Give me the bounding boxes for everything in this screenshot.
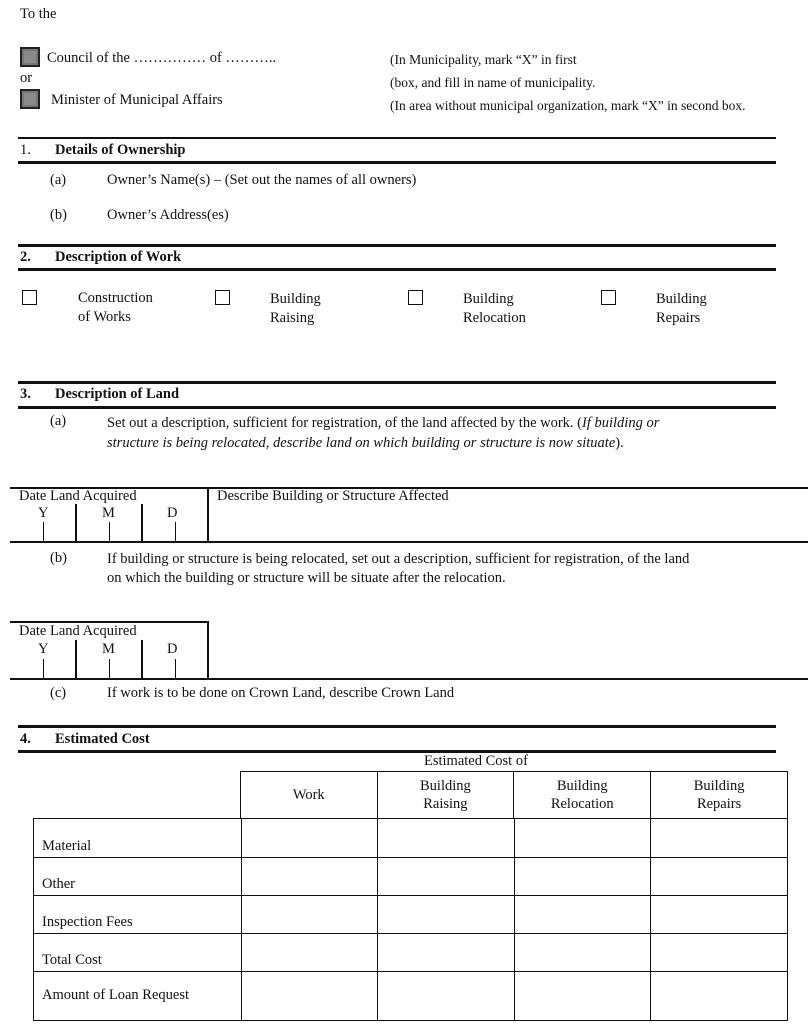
to-the-label: To the: [20, 6, 57, 22]
owner-name-label: Owner’s Name(s) – (Set out the names of all owners): [107, 172, 417, 188]
column-header-building-relocation: [514, 772, 651, 819]
total-relocation-cell[interactable]: [514, 934, 651, 972]
text-line-2: on which the building or structure will be situate after the relocation.: [107, 570, 506, 586]
section-3-title: Description of Land: [55, 386, 180, 402]
option-line-1: Building: [270, 291, 321, 307]
date-land-acquired-input[interactable]: [10, 489, 207, 540]
row-label-total-cost: Total Cost: [34, 934, 242, 972]
table-row: [34, 934, 788, 972]
cost-table: [33, 818, 788, 1021]
table-row: [34, 896, 788, 934]
inspection-relocation-cell[interactable]: [514, 896, 651, 934]
owner-address-marker: (b): [50, 207, 67, 223]
construction-of-works-label: [78, 289, 153, 327]
total-raising-cell[interactable]: [378, 934, 515, 972]
loan-work-cell[interactable]: [241, 972, 378, 1021]
construction-of-works-checkbox[interactable]: [22, 290, 37, 305]
column-header-text: Repairs: [696, 796, 742, 812]
table-row: [34, 972, 788, 1021]
column-header-work: [241, 772, 378, 819]
building-repairs-checkbox[interactable]: [601, 290, 616, 305]
date-land-acquired-label: Date Land Acquired: [19, 488, 137, 504]
option-line-2: Relocation: [463, 310, 526, 326]
total-work-cell[interactable]: [241, 934, 378, 972]
column-header-building-raising: [377, 772, 514, 819]
row-label-other: Other: [34, 858, 242, 896]
minister-checkbox[interactable]: [20, 89, 40, 109]
section-2-title: Description of Work: [55, 249, 182, 265]
material-raising-cell[interactable]: [378, 819, 515, 858]
owner-name-marker: (a): [50, 172, 67, 188]
land-desc-b-marker: (b): [50, 550, 67, 566]
divider: [18, 137, 776, 139]
instruction-line-1: (In Municipality, mark “X” in first: [390, 52, 577, 67]
land-desc-c-text: If work is to be done on Crown Land, describe Crown Land: [107, 685, 455, 701]
date-year-label: Y: [38, 641, 49, 657]
estimated-cost-of-header: Estimated Cost of: [424, 753, 528, 769]
text-line-1: If building or structure is being relocated, set out a description, sufficient for registration, of the land: [107, 551, 690, 567]
column-header-building-repairs: [651, 772, 788, 819]
other-repairs-cell[interactable]: [651, 858, 788, 896]
section-2-number: 2.: [20, 249, 31, 265]
material-relocation-cell[interactable]: [514, 819, 651, 858]
date-land-acquired-label: Date Land Acquired: [19, 623, 137, 639]
land-desc-c-marker: (c): [50, 685, 67, 701]
column-header-text: Building: [556, 778, 608, 794]
inspection-repairs-cell[interactable]: [651, 896, 788, 934]
or-label: or: [20, 70, 33, 86]
divider: [18, 725, 776, 728]
option-line-2: Raising: [270, 310, 315, 326]
section-1-number: 1.: [20, 142, 31, 158]
text-normal: ).: [615, 435, 624, 451]
divider: [18, 406, 776, 409]
cost-table-header: [240, 771, 788, 819]
table-border-bottom: [10, 541, 808, 543]
section-1-title: Details of Ownership: [55, 142, 186, 158]
date-land-acquired-input-2[interactable]: [10, 623, 207, 677]
section-3-number: 3.: [20, 386, 31, 402]
loan-repairs-cell[interactable]: [651, 972, 788, 1021]
land-desc-a-text: [107, 413, 659, 453]
text-italic: If building or: [582, 415, 660, 431]
row-label-material: Material: [34, 819, 242, 858]
table-border-bottom: [10, 678, 808, 680]
row-label-inspection-fees: Inspection Fees: [34, 896, 242, 934]
instruction-line-3: (In area without municipal organization, mark “X” in second box.: [390, 98, 746, 113]
building-relocation-label: [463, 290, 526, 328]
table-row: [34, 819, 788, 858]
other-relocation-cell[interactable]: [514, 858, 651, 896]
council-option-label: Council of the …………… of ………..: [47, 50, 277, 66]
material-work-cell[interactable]: [241, 819, 378, 858]
loan-relocation-cell[interactable]: [514, 972, 651, 1021]
total-repairs-cell[interactable]: [651, 934, 788, 972]
date-day-label: D: [167, 641, 178, 657]
inspection-work-cell[interactable]: [241, 896, 378, 934]
material-repairs-cell[interactable]: [651, 819, 788, 858]
option-line-2: Repairs: [656, 310, 701, 326]
divider: [207, 621, 209, 678]
text-normal: Set out a description, sufficient for registration, of the land affected by the work. (: [107, 415, 583, 431]
inspection-raising-cell[interactable]: [378, 896, 515, 934]
other-raising-cell[interactable]: [378, 858, 515, 896]
other-work-cell[interactable]: [241, 858, 378, 896]
describe-building-input[interactable]: [210, 506, 805, 540]
date-day-label: D: [167, 505, 178, 521]
divider: [207, 487, 209, 542]
building-relocation-checkbox[interactable]: [408, 290, 423, 305]
column-header-text: Building: [420, 778, 471, 794]
building-repairs-label: [656, 290, 707, 328]
row-label-loan-request: Amount of Loan Request: [34, 972, 242, 1021]
date-year-label: Y: [38, 505, 49, 521]
option-line-2: of Works: [78, 309, 131, 325]
land-desc-a-marker: (a): [50, 413, 67, 429]
divider: [18, 268, 776, 271]
divider: [18, 750, 776, 753]
council-checkbox[interactable]: [20, 47, 40, 67]
describe-building-label: Describe Building or Structure Affected: [217, 488, 449, 504]
section-4-title: Estimated Cost: [55, 731, 150, 747]
date-month-label: M: [102, 505, 115, 521]
column-header-text: Raising: [423, 796, 468, 812]
date-month-label: M: [102, 641, 115, 657]
option-line-1: Construction: [78, 290, 153, 306]
minister-option-label: Minister of Municipal Affairs: [51, 92, 223, 108]
divider: [18, 244, 776, 247]
building-raising-checkbox[interactable]: [215, 290, 230, 305]
column-header-text: Work: [292, 786, 325, 803]
section-4-number: 4.: [20, 731, 31, 747]
loan-raising-cell[interactable]: [378, 972, 515, 1021]
owner-address-label: Owner’s Address(es): [107, 207, 229, 223]
divider: [18, 161, 776, 164]
text-italic: structure is being relocated, describe land on which building or structure is now situate: [107, 435, 616, 451]
option-line-1: Building: [463, 291, 514, 307]
column-header-text: Building: [693, 778, 745, 794]
column-header-text: Relocation: [550, 796, 614, 812]
building-raising-label: [270, 290, 321, 328]
option-line-1: Building: [656, 291, 707, 307]
table-row: [34, 858, 788, 896]
instruction-line-2: (box, and fill in name of municipality.: [390, 75, 596, 90]
land-desc-b-text: [107, 550, 689, 588]
divider: [18, 381, 776, 384]
